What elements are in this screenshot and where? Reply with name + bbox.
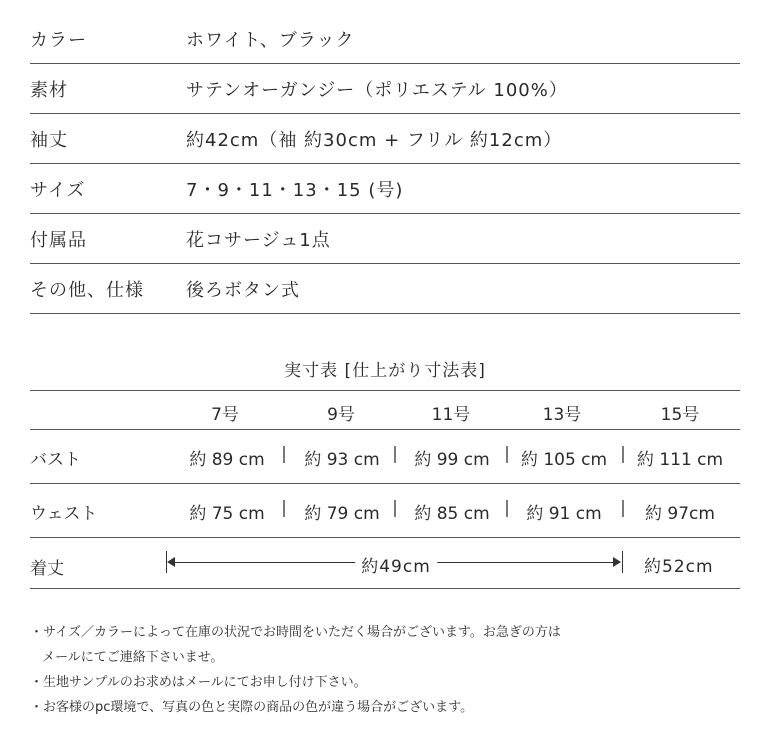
spec-row-color [30, 14, 740, 64]
spec-label: 素材 [30, 79, 68, 101]
note-line: ・サイズ／カラーによって在庫の状況でお時間をいただく場合がございます。お急ぎの方は [30, 625, 561, 640]
column-separator: | [504, 444, 510, 464]
size-header: 7号 [211, 405, 239, 425]
spec-label: サイズ [30, 179, 86, 201]
length-value-15: 約52cm [644, 557, 714, 577]
spec-label: 袖丈 [30, 129, 68, 151]
spec-table [30, 14, 740, 314]
length-row [30, 538, 740, 589]
note-line: ・生地サンプルのお求めはメールにてお申し付け下さい。 [30, 675, 367, 690]
note-line: メールにてご連絡下さいませ。 [42, 650, 224, 665]
waist-row [30, 484, 740, 538]
spec-value: 花コサージュ1点 [186, 229, 331, 251]
bust-row [30, 430, 740, 484]
row-label: バスト [30, 450, 81, 470]
size-header: 11号 [431, 405, 471, 425]
spec-row-material [30, 64, 740, 114]
span-end-tick [622, 551, 623, 573]
spec-value: 7・9・11・13・15 (号) [186, 179, 404, 201]
measurement-cell: 約 97cm [645, 504, 715, 524]
measurement-cell: 約 111 cm [636, 450, 724, 470]
arrow-right-icon [613, 557, 621, 567]
spec-value: サテンオーガンジー（ポリエステル 100%） [186, 79, 568, 101]
measurement-cell: 約 75 cm [189, 504, 265, 524]
measurement-cell: 約 85 cm [414, 504, 490, 524]
spec-value: 約42cm（袖 約30cm + フリル 約12cm） [186, 129, 563, 151]
note-line: ・お客様のpc環境で、写真の色と実際の商品の色が違う場合がございます。 [30, 700, 474, 715]
column-separator: | [504, 498, 510, 518]
span-value: 約49cm [355, 552, 437, 577]
notes [30, 620, 750, 720]
measurement-cell: 約 91 cm [526, 504, 602, 524]
spec-row-sleeve [30, 114, 740, 164]
measurement-cell: 約 79 cm [304, 504, 380, 524]
column-separator: | [281, 444, 287, 464]
spec-label: 付属品 [30, 229, 87, 251]
spec-value: 後ろボタン式 [186, 279, 300, 301]
measurement-cell: 約 93 cm [304, 450, 380, 470]
row-label: 着丈 [30, 559, 64, 579]
spec-row-accessory [30, 214, 740, 264]
column-separator: | [392, 444, 398, 464]
size-table [30, 390, 740, 589]
column-separator: | [620, 498, 626, 518]
measurement-cell: 約 99 cm [414, 450, 490, 470]
spec-label: カラー [30, 29, 87, 51]
column-separator: | [620, 444, 626, 464]
column-separator: | [281, 498, 287, 518]
spec-value: ホワイト、ブラック [186, 29, 355, 51]
size-header: 13号 [542, 405, 582, 425]
column-separator: | [392, 498, 398, 518]
measurement-cell: 約 89 cm [189, 450, 265, 470]
size-table-title: 実寸表 [仕上がり寸法表] [284, 361, 486, 381]
spec-row-other [30, 264, 740, 314]
measurement-cell: 約 105 cm [520, 450, 608, 470]
size-header: 9号 [327, 405, 355, 425]
spec-row-size [30, 164, 740, 214]
size-header-row [30, 390, 740, 430]
size-header: 15号 [660, 405, 700, 425]
row-label: ウェスト [30, 504, 98, 524]
spec-label: その他、仕様 [30, 279, 144, 301]
